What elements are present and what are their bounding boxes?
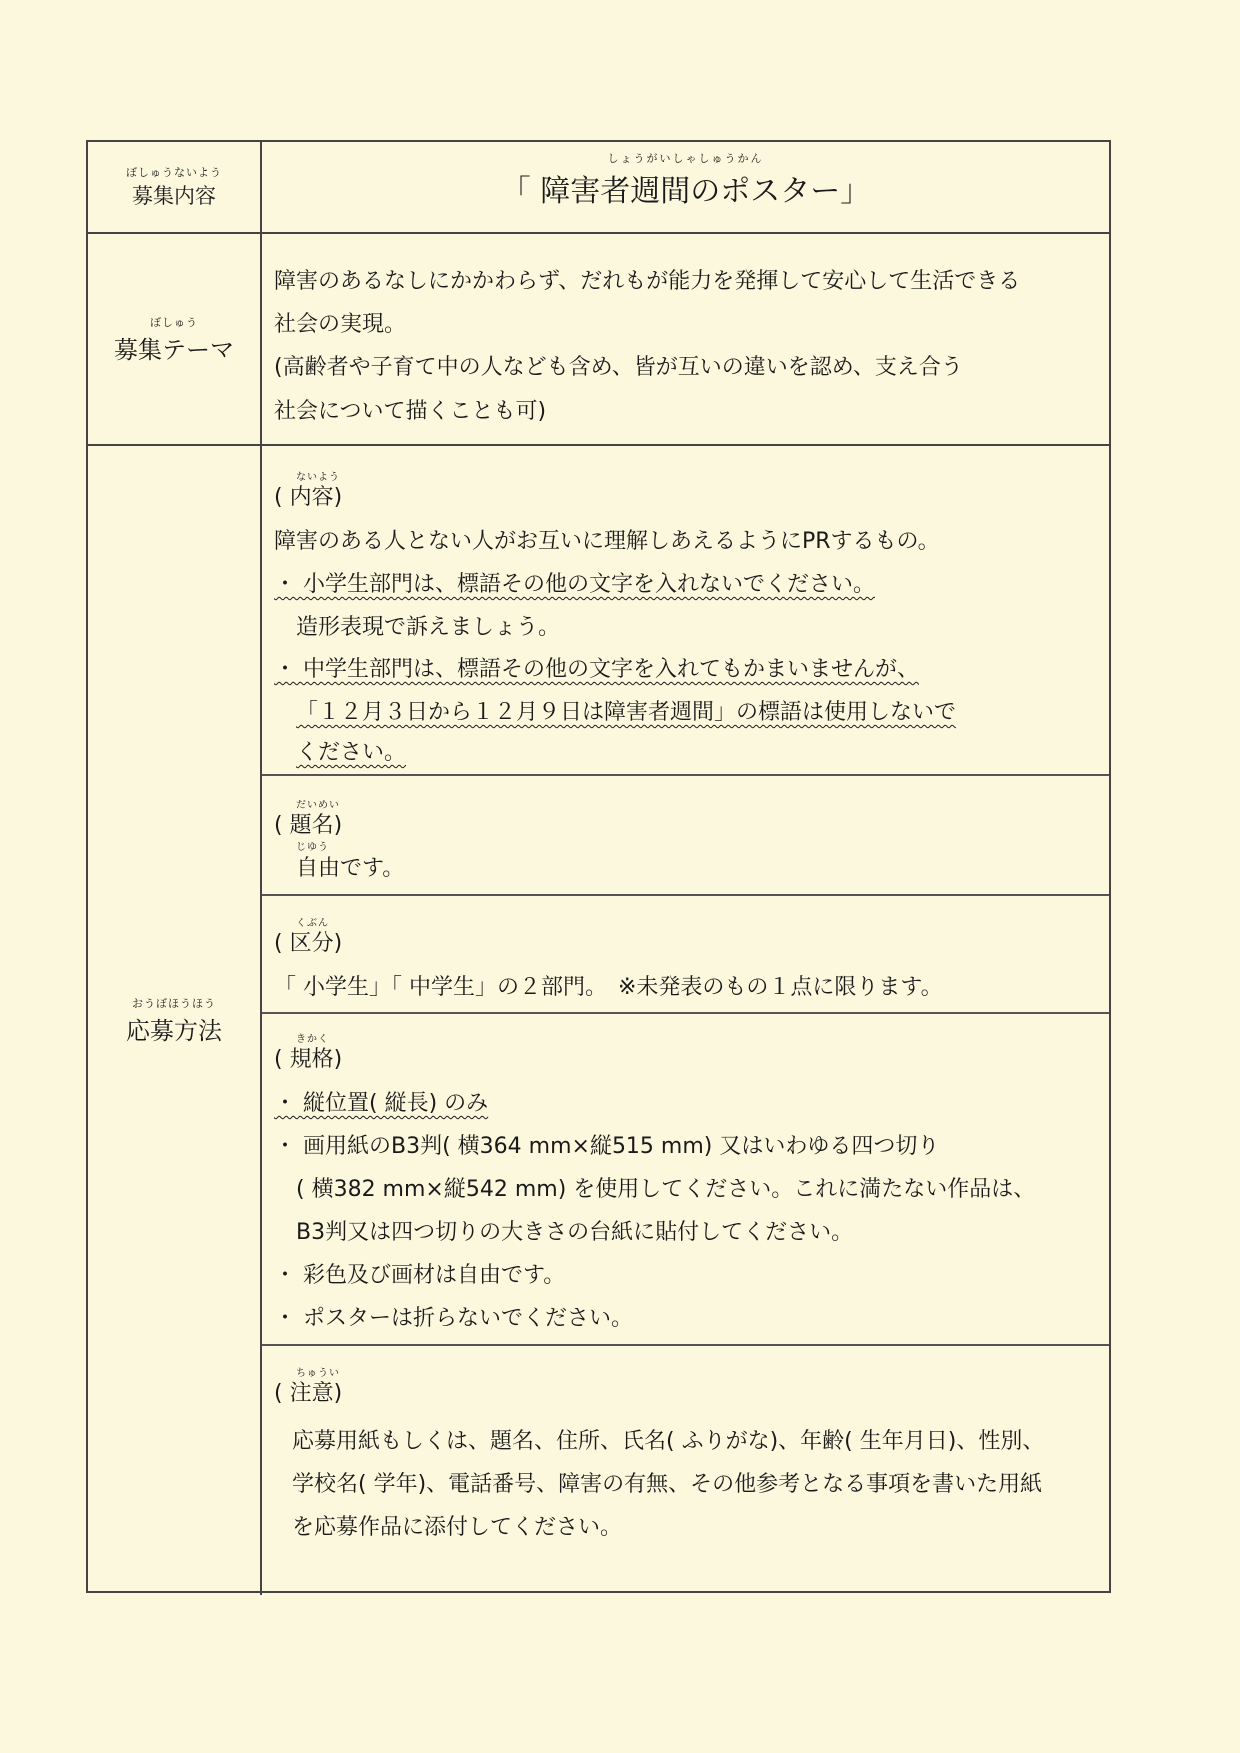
title-body: 自由です。 (296, 856, 405, 881)
theme-label-ruby: ぼしゅう (150, 315, 198, 329)
format-heading: ( 規格) (274, 1047, 343, 1072)
format-line-3: ( 横382 mm×縦542 mm) を使用してください。これに満たない作品は、 (296, 1177, 1036, 1202)
section-content (262, 446, 1109, 776)
section-category (262, 896, 1109, 1014)
header-row (88, 142, 1109, 234)
content-line-3: 造形表現で訴えましょう。 (296, 615, 561, 640)
format-heading-ruby: きかく (296, 1034, 329, 1045)
notes-heading: ( 注意) (274, 1381, 343, 1406)
content-heading-ruby: ないよう (296, 472, 340, 483)
section-format (262, 1014, 1109, 1346)
title-heading: ( 題名) (274, 813, 343, 838)
content-line-1: 障害のある人とない人がお互いに理解しあえるようにPRするもの。 (274, 529, 940, 554)
section-title (262, 776, 1109, 896)
content-line-2: ・ 小学生部門は、標語その他の文字を入れないでください。 (274, 572, 875, 597)
title-body-ruby: じゆう (296, 842, 329, 853)
content-line-6: ください。 (296, 740, 407, 765)
method-content-cell (262, 446, 1109, 1595)
format-line-6: ・ ポスターは折らないでください。 (274, 1306, 633, 1331)
notes-line-2: 学校名( 学年)、電話番号、障害の有無、その他参考となる事項を書いた用紙 (292, 1472, 1043, 1497)
section-notes (262, 1346, 1109, 1595)
notes-line-1: 応募用紙もしくは、題名、住所、氏名( ふりがな)、年齢( 生年月日)、性別、 (292, 1429, 1045, 1454)
method-label-ruby: おうぼほうほう (132, 997, 216, 1010)
poster-title: 「 障害者週間のポスター」 (500, 174, 871, 209)
method-label-cell (88, 446, 262, 1595)
category-body: 「 小学生」「 中学生」の２部門。 ※未発表のもの１点に限ります。 (274, 975, 943, 1000)
title-heading-ruby: だいめい (296, 800, 340, 811)
format-line-5: ・ 彩色及び画材は自由です。 (274, 1263, 566, 1288)
theme-line-1: 障害のあるなしにかかわらず、だれもが能力を発揮して安心して生活できる (274, 269, 1021, 294)
content-line-5: 「１２月３日から１２月９日は障害者週間」の標語は使用しないで (296, 700, 957, 725)
format-line-2: ・ 画用紙のB3判( 横364 mm×縦515 mm) 又はいわゆる四つ切り (274, 1134, 940, 1159)
content-heading: ( 内容) (274, 485, 343, 510)
category-heading-ruby: くぶん (296, 918, 329, 929)
theme-line-2: 社会の実現。 (274, 312, 407, 337)
header-label-ruby: ぼしゅうないよう (126, 166, 222, 179)
theme-line-4: 社会について描くことも可) (274, 399, 547, 424)
poster-title-ruby: しょうがいしゃしゅうかん (607, 152, 764, 165)
header-label: 募集内容 (132, 184, 216, 208)
notes-heading-ruby: ちゅうい (296, 1368, 340, 1379)
theme-label: 募集テーマ (114, 335, 234, 364)
theme-line-3: (高齢者や子育て中の人なども含め、皆が互いの違いを認め、支え合う (274, 355, 963, 380)
method-label: 応募方法 (126, 1017, 222, 1045)
theme-label-cell (88, 234, 262, 444)
header-label-cell (88, 142, 262, 232)
category-heading: ( 区分) (274, 931, 343, 956)
method-row (88, 446, 1109, 1595)
format-line-4: B3判又は四つ切りの大きさの台紙に貼付してください。 (296, 1220, 854, 1245)
application-form-table (86, 140, 1111, 1593)
theme-content-cell (262, 234, 1109, 444)
format-line-1: ・ 縦位置( 縦長) のみ (274, 1091, 489, 1116)
content-line-4: ・ 中学生部門は、標語その他の文字を入れてもかまいませんが、 (274, 657, 919, 682)
theme-row (88, 234, 1109, 446)
notes-line-3: を応募作品に添付してください。 (292, 1515, 623, 1540)
header-title-cell (262, 142, 1109, 232)
